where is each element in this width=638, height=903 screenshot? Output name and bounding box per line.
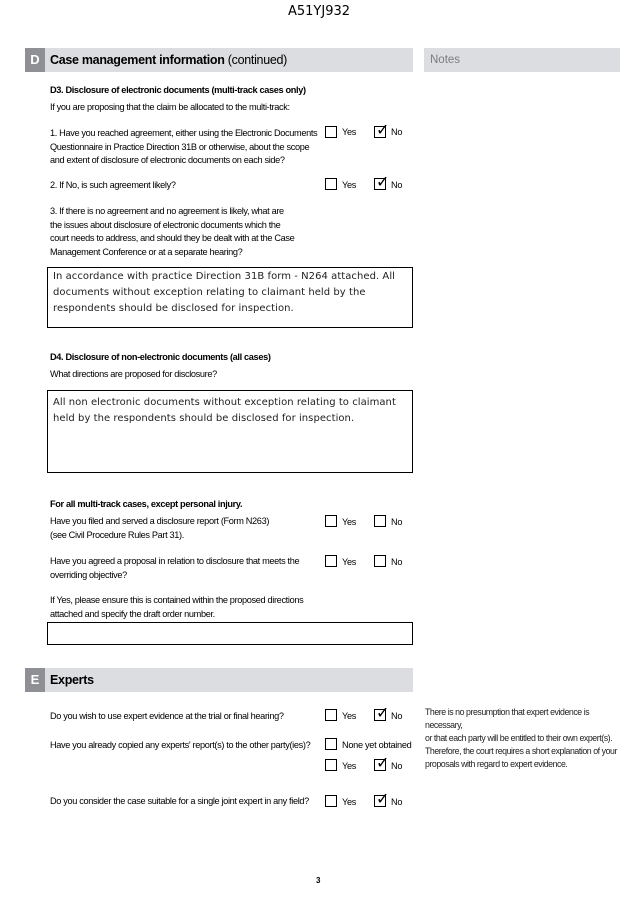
e-q2-yes-label: Yes: [342, 761, 357, 771]
notes-header: Notes: [424, 48, 620, 72]
multi-note-line: attached and specify the draft order number.: [50, 608, 215, 619]
e-question-1: Do you wish to use expert evidence at the trial or final hearing?: [50, 711, 284, 721]
e-question-2: Have you already copied any experts' report(s) to the other party(ies)?: [50, 740, 311, 750]
e-q3-no-label: No: [391, 797, 403, 807]
checkmark-icon: ✓: [376, 172, 390, 191]
d3-q1-line: Questionnaire in Practice Direction 31B or otherwise, about the scope: [50, 141, 310, 152]
e-question-3: Do you consider the case suitable for a single joint expert in any field?: [50, 796, 309, 806]
d3-heading: D3. Disclosure of electronic documents (multi-track cases only): [50, 85, 306, 95]
d3-question-1: [50, 127, 317, 168]
multi-q2-no-checkbox[interactable]: [374, 555, 386, 567]
draft-order-number-text: [48, 623, 412, 625]
d3-q2-no-label: No: [391, 180, 403, 190]
e-q1-no-label: No: [391, 711, 403, 721]
d4-answer-box[interactable]: [47, 390, 413, 473]
multi-note: [50, 594, 303, 621]
page-number: 3: [316, 876, 321, 885]
d4-heading: D4. Disclosure of non-electronic documents (all cases): [50, 352, 271, 362]
e-q2-none-checkbox[interactable]: [325, 738, 337, 750]
e-q3-no-checkbox[interactable]: [374, 789, 390, 808]
multi-q2-yes-checkbox[interactable]: [325, 555, 337, 567]
draft-order-number-field[interactable]: [47, 622, 413, 645]
e-q3-yes-label: Yes: [342, 797, 357, 807]
d3-answer-text: In accordance with practice Direction 31B form - N264 attached. All documents without exception relating to claimant held by the respondents should be disclosed for inspection.: [53, 271, 395, 314]
d3-q1-no-label: No: [391, 127, 403, 137]
d3-question-2: 2. If No, is such agreement likely?: [50, 180, 176, 190]
section-d-title: [50, 48, 287, 72]
d3-q1-line: and extent of disclosure of electronic documents on each side?: [50, 155, 285, 166]
d3-q2-yes-label: Yes: [342, 180, 357, 190]
multi-q1-yes-checkbox[interactable]: [325, 515, 337, 527]
multi-q1-yes-label: Yes: [342, 517, 357, 527]
checkmark-icon: ✓: [376, 753, 390, 772]
document-code: A51YJ932: [287, 4, 351, 19]
section-d-letter: D: [25, 48, 45, 72]
d3-q3-line: 3. If there is no agreement and no agreement is likely, what are: [50, 206, 284, 216]
multi-q2-line: overriding objective?: [50, 569, 127, 580]
multi-q1-no-checkbox[interactable]: [374, 515, 386, 527]
e-q1-yes-label: Yes: [342, 711, 357, 721]
experts-side-note: [425, 706, 625, 771]
d3-q3-line: the issues about disclosure of electronic documents which the: [50, 219, 281, 230]
multi-track-heading: For all multi-track cases, except personal injury.: [50, 499, 243, 509]
checkmark-icon: ✓: [376, 789, 390, 808]
multi-q2-yes-label: Yes: [342, 557, 357, 567]
e-q2-no-label: No: [391, 761, 403, 771]
d3-q1-no-checkbox[interactable]: [374, 120, 390, 139]
side-note-line: proposals with regard to expert evidence.: [425, 759, 568, 769]
section-d-title-text: Case management information: [50, 53, 225, 67]
multi-question-2: [50, 555, 299, 582]
d3-q3-line: Management Conference or at a separate hearing?: [50, 246, 243, 257]
d4-answer-text: All non electronic documents without exception relating to claimant held by the respondents should be disclosed for inspection.: [53, 397, 396, 424]
multi-question-1: [50, 515, 269, 542]
checkmark-icon: ✓: [376, 120, 390, 139]
checkmark-icon: ✓: [376, 703, 390, 722]
multi-q1-no-label: No: [391, 517, 403, 527]
d3-q3-line: court needs to address, and should they be dealt with at the Case: [50, 233, 295, 244]
section-e-letter: E: [25, 668, 45, 692]
multi-q1-line: (see Civil Procedure Rules Part 31).: [50, 529, 184, 540]
side-note-line: or that each party will be entitled to their own expert(s).: [425, 733, 613, 743]
section-d-title-cont: (continued): [227, 53, 288, 67]
d3-q1-yes-checkbox[interactable]: [325, 126, 337, 138]
multi-q2-no-label: No: [391, 557, 403, 567]
multi-q2-line: Have you agreed a proposal in relation to disclosure that meets the: [50, 556, 300, 566]
d3-q2-no-checkbox[interactable]: [374, 172, 390, 191]
multi-q1-line: Have you filed and served a disclosure report (Form N263): [50, 516, 270, 526]
e-q3-yes-checkbox[interactable]: [325, 795, 337, 807]
side-note-line: Therefore, the court requires a short explanation of your: [425, 746, 617, 756]
d4-intro: What directions are proposed for disclosure?: [50, 369, 217, 379]
d3-answer-box[interactable]: [47, 267, 413, 328]
e-q1-yes-checkbox[interactable]: [325, 709, 337, 721]
d3-q1-yes-label: Yes: [342, 127, 357, 137]
section-e-title: Experts: [50, 673, 94, 687]
d3-intro: If you are proposing that the claim be allocated to the multi-track:: [50, 102, 290, 112]
d3-question-3: [50, 205, 294, 259]
side-note-line: There is no presumption that expert evidence is necessary,: [425, 707, 590, 730]
e-q1-no-checkbox[interactable]: [374, 703, 390, 722]
e-q2-yes-checkbox[interactable]: [325, 759, 337, 771]
d3-q2-yes-checkbox[interactable]: [325, 178, 337, 190]
e-q2-no-checkbox[interactable]: [374, 753, 390, 772]
e-q2-none-label: None yet obtained: [342, 740, 412, 750]
multi-note-line: If Yes, please ensure this is contained within the proposed directions: [50, 595, 304, 605]
d3-q1-line: 1. Have you reached agreement, either using the Electronic Documents: [50, 128, 318, 138]
